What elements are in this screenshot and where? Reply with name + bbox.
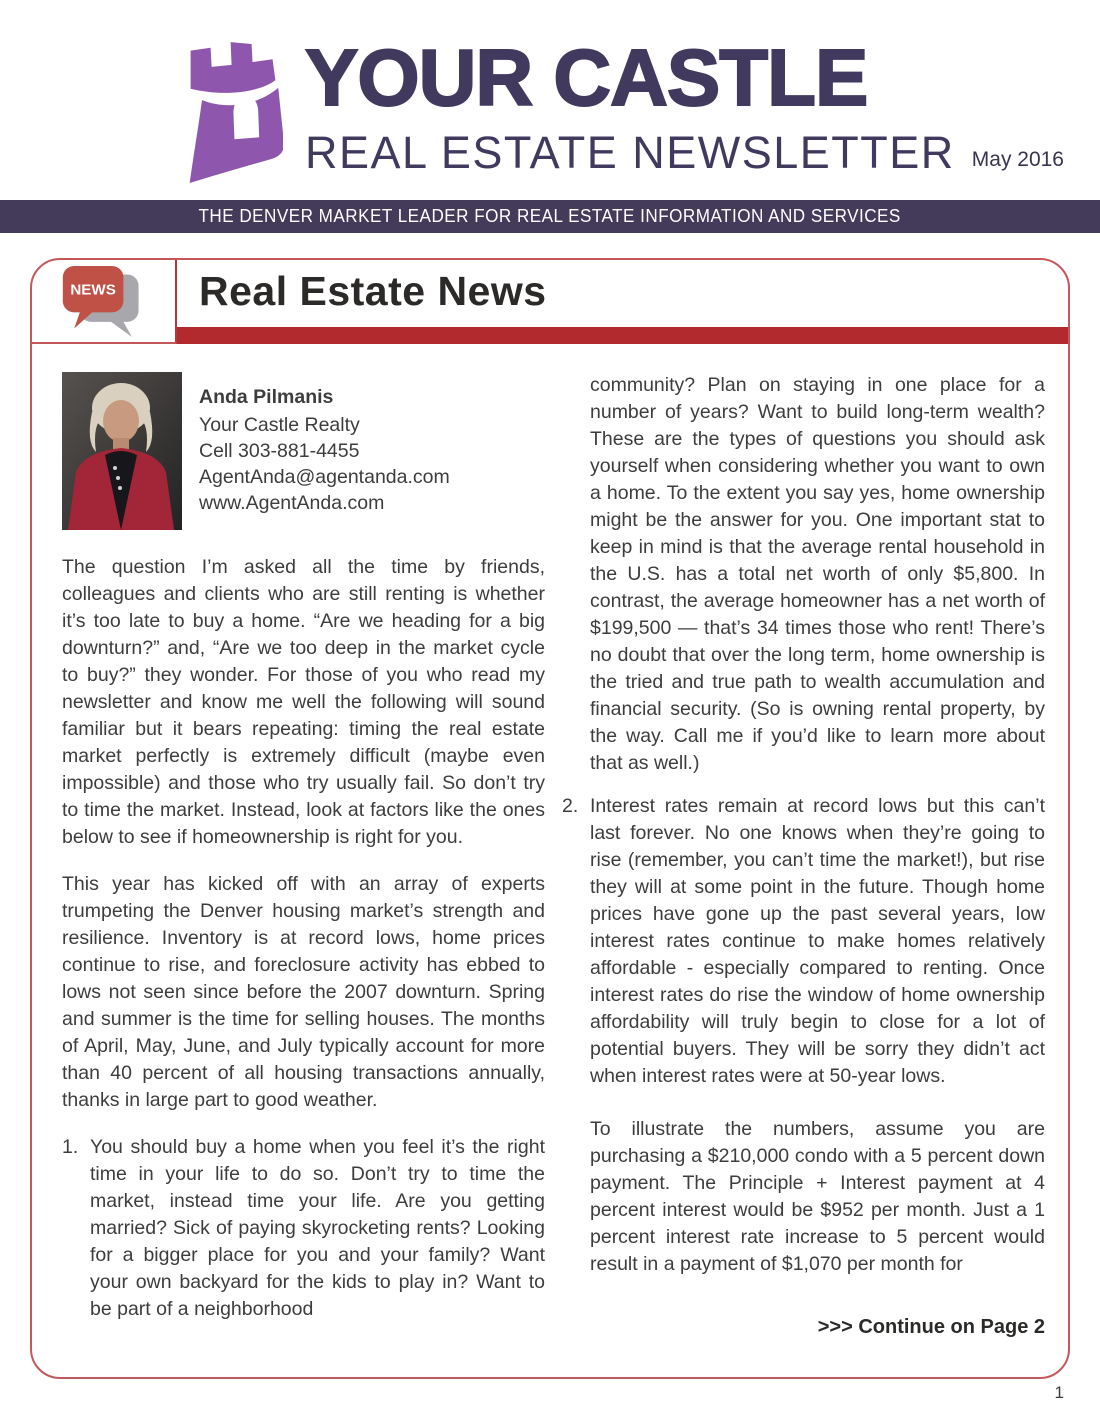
author-photo — [62, 372, 182, 530]
section-title-cell — [177, 260, 1068, 344]
paragraph-intro: The question I’m asked all the time by friends, colleagues and clients who are still renting is whether it’s too late to buy a home. “Are we heading for a big downturn?” and, “Are we too deep in the market cycle to buy?” they wonder. For those of you who read my newsletter and know me well the following will sound familiar but it bears repeating: timing the real estate market perfectly is extremely difficult (maybe even impossible) and those who try usually fail. So don’t try to time the market. Instead, look at factors like the ones below to see if homeownership is right for you. — [62, 556, 545, 848]
tagline-banner — [0, 200, 1100, 233]
masthead — [0, 0, 1100, 200]
list-item-2-text: Interest rates remain at record lows but this can’t last forever. No one knows when they’re going to rise (remember, you can’t time the market!), but rise they will at some point in the future. Though home prices have gone up the past several years, low interest rates continue to make homes relatively affordable - especially compared to renting. Once interest rates do rise the window of home ownership affordability will truly begin to close for a lot of potential buyers. They will be sorry they didn’t act when interest rates were at 50-year lows. — [590, 795, 1045, 1087]
author-company: Your Castle Realty — [199, 414, 360, 436]
issue-date: May 2016 — [971, 148, 1064, 171]
news-speech-bubbles-icon — [59, 263, 149, 339]
brand-subtitle: REAL ESTATE NEWSLETTER — [305, 127, 955, 178]
author-phone: Cell 303-881-4455 — [199, 440, 360, 462]
section-title: Real Estate News — [199, 268, 547, 314]
list-item-2-number: 2. — [562, 795, 579, 817]
news-icon-label: NEWS — [69, 281, 116, 299]
author-info — [199, 372, 450, 530]
article-columns — [32, 344, 1068, 1377]
brand-block — [305, 33, 955, 179]
author-card — [62, 372, 545, 530]
brand-title: YOUR CASTLE — [305, 33, 868, 122]
news-icon-cell — [32, 260, 177, 344]
section-header — [32, 260, 1068, 344]
paragraph-illustrate-numbers: To illustrate the numbers, assume you are purchasing a $210,000 condo with a 5 percent down payment. The Principle + Interest payment at 4 percent interest would be $952 per month. Just a 1 percent interest rate increase to 5 percent would result in a payment of $1,070 per month for — [590, 1118, 1045, 1275]
section-title-underline — [177, 327, 1068, 344]
article-box — [30, 258, 1070, 1379]
paragraph-market-outlook: This year has kicked off with an array of experts trumpeting the Denver housing market’s strength and resilience. Inventory is at record lows, home prices continue to rise, and foreclosure activity has ebbed to lows not seen since before the 2007 downturn. Spring and summer is the time for selling houses. The months of April, May, June, and July typically account for more than 40 percent of all housing transactions annually, thanks in large part to good weather. — [62, 873, 545, 1111]
right-column — [562, 372, 1045, 1361]
list-item-1-number: 1. — [62, 1136, 79, 1158]
page-number: 1 — [1054, 1383, 1064, 1402]
tagline-text: THE DENVER MARKET LEADER FOR REAL ESTATE INFORMATION AND SERVICES — [198, 206, 902, 226]
list-item-1-continued: community? Plan on staying in one place for a number of years? Want to build long-term wealth? These are the types of questions you should ask yourself when considering whether you want to own a home. To the extent you say yes, home ownership might be the answer for you. One important stat to keep in mind is that the average rental household in the U.S. has a total net worth of only $5,800. In contrast, the average homeowner has a net worth of $199,500 — that’s 34 times those who rent! There’s no doubt that over the long term, home ownership is the tried and true path to wealth accumulation and financial security. (So is owning rental property, by the way. Call me if you’d like to learn more about that as well.) — [590, 374, 1045, 774]
list-item-2 — [562, 793, 1045, 1090]
list-item-1-text: You should buy a home when you feel it’s the right time in your life to do so. Don’t try to time the market, instead time your life. Are you getting married? Sick of paying skyrocketing rents? Looking for a bigger place for you and your family? Want your own backyard for the kids to play in? Want to be part of a neighborhood — [90, 1136, 545, 1320]
continue-on-page-2-link[interactable]: >>> Continue on Page 2 — [817, 1316, 1045, 1338]
author-name: Anda Pilmanis — [199, 386, 334, 408]
author-email-link[interactable]: AgentAnda@agentanda.com — [199, 466, 450, 488]
left-column — [62, 372, 545, 1361]
castle-tower-icon — [183, 36, 283, 191]
list-item-1 — [62, 1134, 545, 1323]
author-website-link[interactable]: www.AgentAnda.com — [199, 492, 385, 514]
